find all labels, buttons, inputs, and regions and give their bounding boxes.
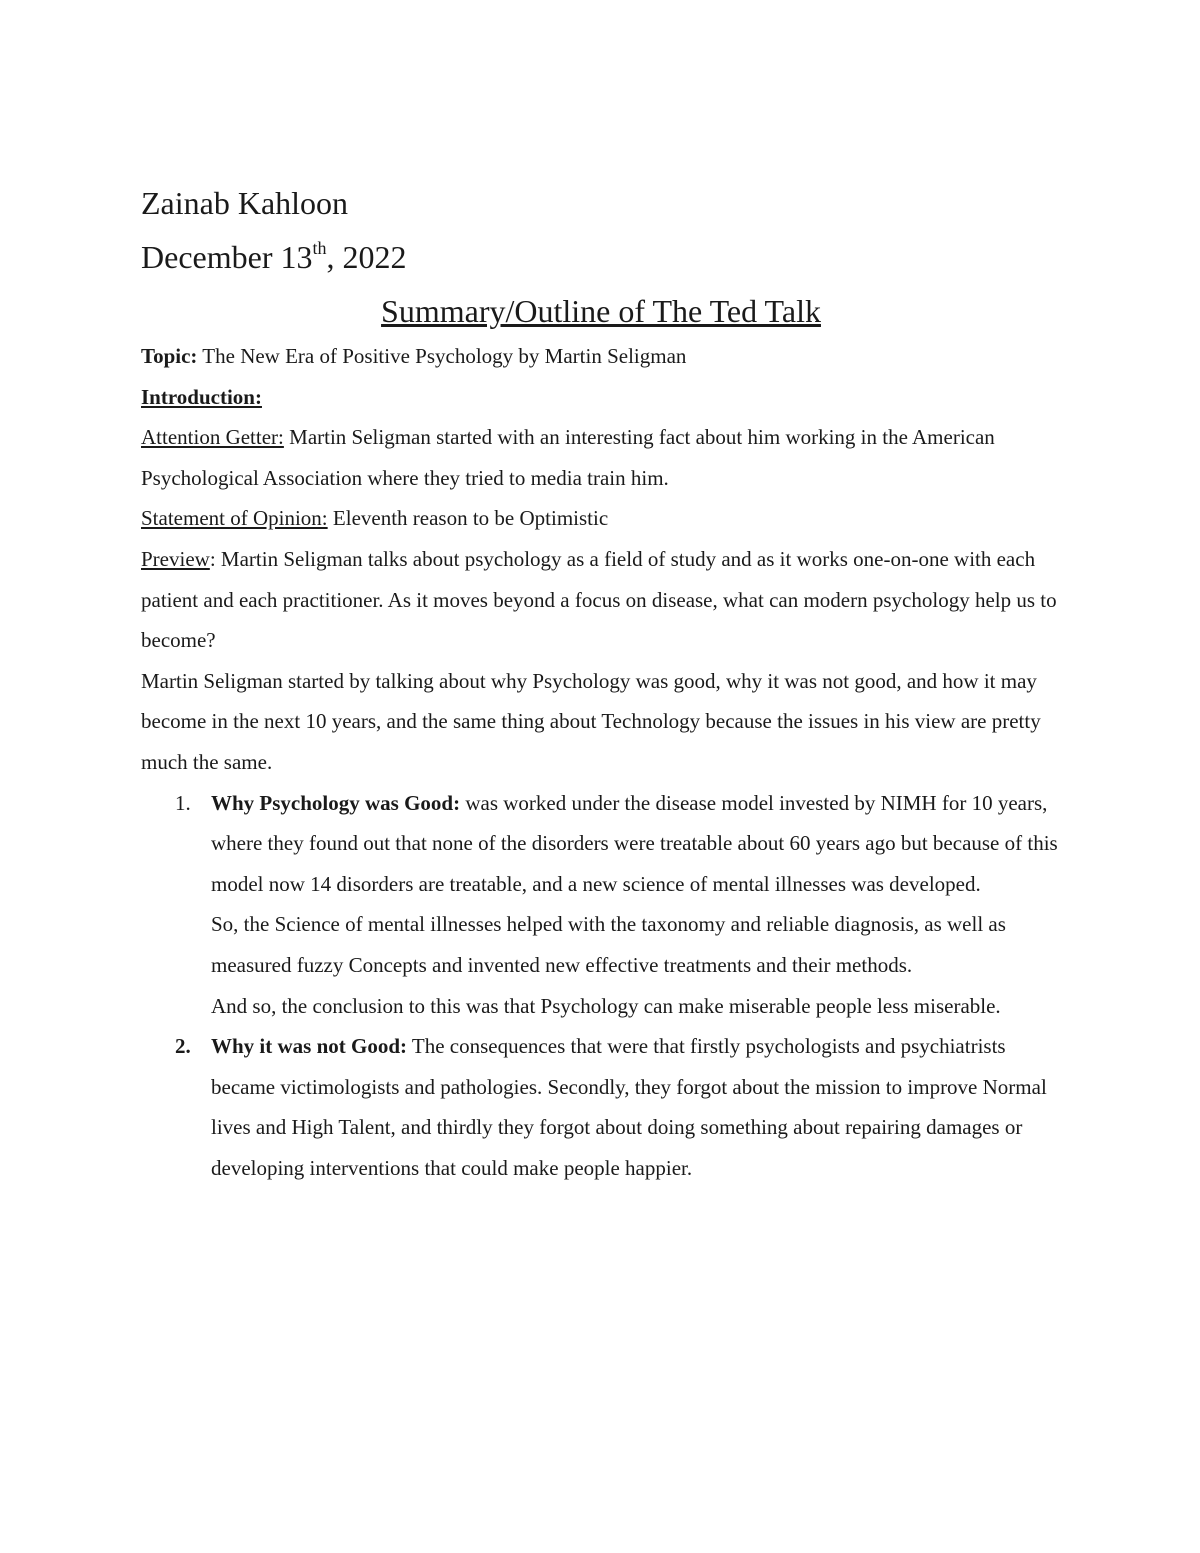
date-prefix: December 13: [141, 239, 313, 275]
document-title: Summary/Outline of The Ted Talk: [381, 293, 821, 329]
topic-text: The New Era of Positive Psychology by Martin Seligman: [197, 344, 687, 368]
topic-line: [141, 336, 1061, 377]
points-list: [141, 783, 1061, 1189]
topic-label: Topic:: [141, 344, 198, 368]
date-suffix: , 2022: [326, 239, 407, 275]
preview-text: : Martin Seligman talks about psychology as a field of study and as it works one-on-one with each patient and each practitioner. As it moves beyond a focus on disease, what can modern psychology help us to become?: [141, 546, 1057, 653]
introduction-heading: Introduction:: [141, 384, 262, 409]
attention-getter-paragraph: [141, 417, 1061, 498]
preview-label: Preview: [141, 546, 210, 571]
date-superscript: th: [312, 238, 327, 258]
attention-getter-label: Attention Getter:: [141, 425, 284, 450]
overview-paragraph: Martin Seligman started by talking about why Psychology was good, why it was not good, and how it may become in the next 10 years, and the same thing about Technology because the issues in his view are pretty much the same.: [141, 668, 1041, 774]
preview-paragraph: [141, 539, 1061, 661]
list-item-paragraph-extra: And so, the conclusion to this was that Psychology can make miserable people less miserable.: [211, 993, 1001, 1018]
statement-of-opinion-label: Statement of Opinion:: [141, 506, 328, 531]
list-item-paragraph: [211, 783, 1061, 905]
list-item-heading: Why it was not Good:: [211, 1034, 408, 1059]
list-item-paragraph-extra: So, the Science of mental illnesses helped with the taxonomy and reliable diagnosis, as well as measured fuzzy Concepts and invented new effective treatments and their methods.: [211, 912, 1006, 977]
statement-of-opinion-text: Eleventh reason to be Optimistic: [327, 506, 609, 531]
list-item: [141, 783, 1061, 1027]
attention-getter-text: Martin Seligman started with an interesting fact about him working in the American Psychological Association where they tried to media train him.: [141, 425, 995, 490]
list-item-paragraph: [211, 1026, 1061, 1188]
list-item-number: 2.: [175, 1034, 191, 1059]
list-item-text: was worked under the disease model invested by NIMH for 10 years, where they found out that none of the disorders were treatable about 60 years ago but because of this model now 14 disorders are treatable, and a new science of mental illnesses was developed.: [211, 790, 1058, 896]
list-item-number: 1.: [175, 790, 191, 815]
document-content: [141, 176, 1061, 1188]
list-item: [141, 1026, 1061, 1188]
document-date: [141, 230, 1061, 284]
list-item-text: The consequences that were that firstly psychologists and psychiatrists became victimologists and pathologies. Secondly, they forgot about the mission to improve Normal lives and High Talent, and thirdly they forgot about doing something about repairing damages or developing interventions that could make people happier.: [211, 1034, 1047, 1180]
list-item-heading: Why Psychology was Good:: [211, 790, 461, 815]
statement-of-opinion-paragraph: [141, 498, 1061, 539]
author-name: Zainab Kahloon: [141, 185, 349, 221]
